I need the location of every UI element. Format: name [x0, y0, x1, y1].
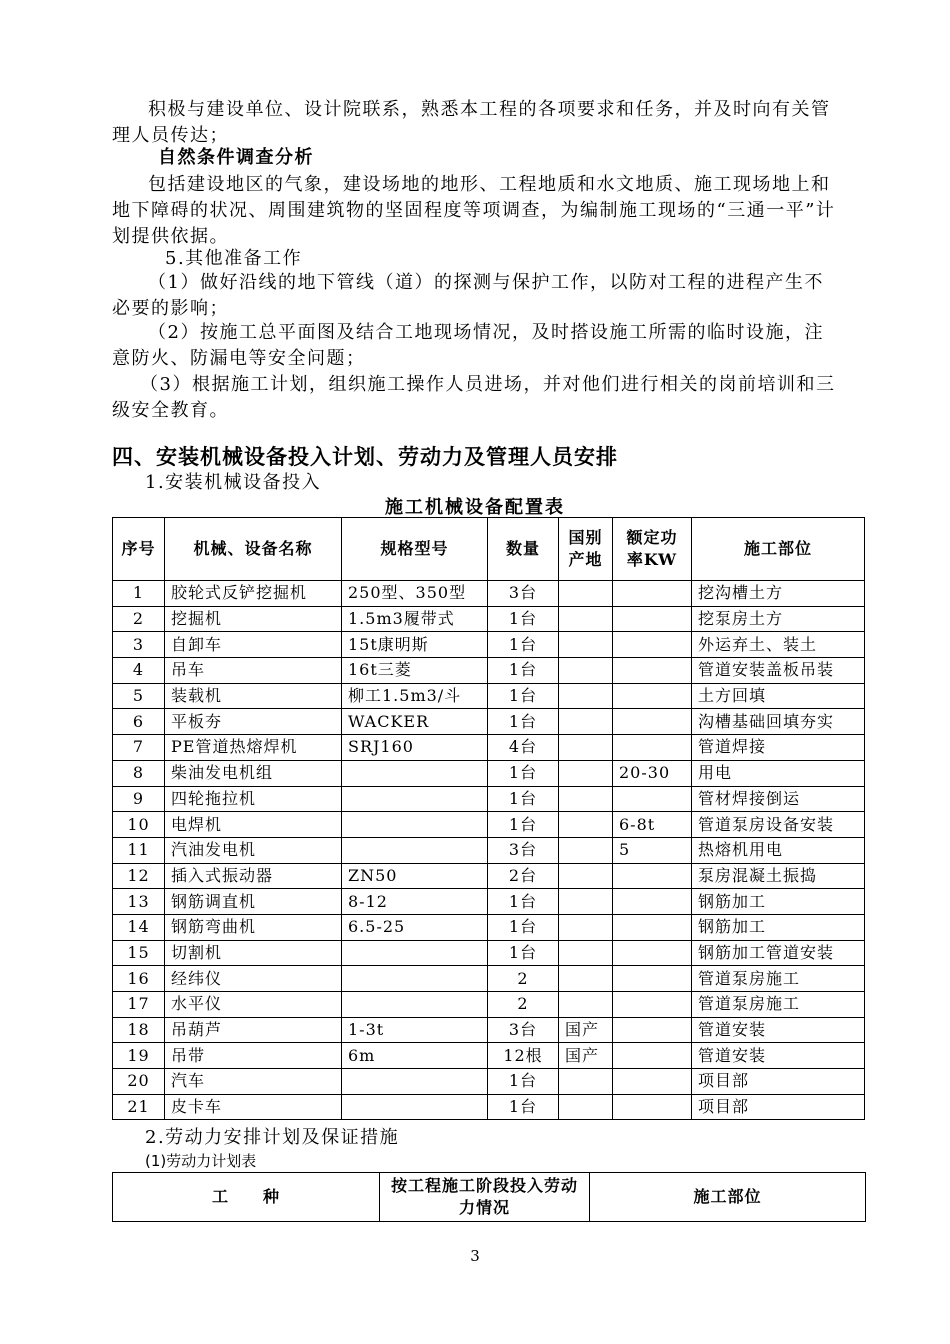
cell-location: 管道泵房施工: [692, 992, 865, 1018]
cell-no: 1: [113, 581, 165, 607]
cell-location: 土方回填: [692, 683, 865, 709]
cell-qty: 4台: [488, 735, 559, 761]
equipment-table: [112, 517, 865, 1120]
cell-location: 项目部: [692, 1069, 865, 1095]
cell-power: [613, 658, 692, 684]
cell-origin: [559, 889, 613, 915]
cell-location: 钢筋加工: [692, 914, 865, 940]
cell-spec: [342, 786, 488, 812]
cell-no: 15: [113, 940, 165, 966]
table-row: [113, 786, 865, 812]
cell-no: 7: [113, 735, 165, 761]
cell-no: 20: [113, 1069, 165, 1095]
cell-qty: 1台: [488, 914, 559, 940]
cell-qty: 2: [488, 966, 559, 992]
cell-no: 9: [113, 786, 165, 812]
cell-location: 外运弃土、装土: [692, 632, 865, 658]
cell-spec: WACKER: [342, 709, 488, 735]
cell-location: 钢筋加工: [692, 889, 865, 915]
cell-no: 3: [113, 632, 165, 658]
cell-spec: 15t康明斯: [342, 632, 488, 658]
cell-name: 平板夯: [165, 709, 342, 735]
paragraph-survey: 包括建设地区的气象，建设场地的地形、工程地质和水文地质、施工现场地上和地下障碍的状况、周围建筑物的坚固程度等项调查，为编制施工现场的“三通一平”计划提供依据。: [112, 174, 836, 247]
item-other-prep: 5.其他准备工作: [165, 248, 303, 269]
cell-location: 泵房混凝土振捣: [692, 863, 865, 889]
table-header-row: [113, 518, 865, 581]
cell-qty: 1台: [488, 606, 559, 632]
cell-qty: 1台: [488, 709, 559, 735]
table-row: [113, 709, 865, 735]
cell-qty: 3台: [488, 837, 559, 863]
cell-qty: 1台: [488, 940, 559, 966]
table-row: [113, 863, 865, 889]
labor-table-title: (1)劳动力计划表: [145, 1152, 257, 1170]
cell-origin: [559, 940, 613, 966]
cell-origin: [559, 837, 613, 863]
cell-power: 5: [613, 837, 692, 863]
cell-name: 柴油发电机组: [165, 760, 342, 786]
cell-no: 18: [113, 1017, 165, 1043]
cell-no: 8: [113, 760, 165, 786]
cell-location: 挖泵房土方: [692, 606, 865, 632]
cell-qty: 1台: [488, 760, 559, 786]
cell-spec: [342, 837, 488, 863]
cell-no: 5: [113, 683, 165, 709]
table-row: [113, 940, 865, 966]
paragraph-contact: 积极与建设单位、设计院联系，熟悉本工程的各项要求和任务，并及时向有关管理人员传达；: [112, 99, 831, 146]
cell-power: [613, 863, 692, 889]
cell-power: [613, 735, 692, 761]
labor-header-trade: 工 种: [113, 1173, 380, 1222]
paragraph-item-1: （1）做好沿线的地下管线（道）的探测与保护工作，以防对工程的进程产生不必要的影响；: [112, 272, 824, 319]
cell-name: 钢筋弯曲机: [165, 914, 342, 940]
cell-name: 四轮拖拉机: [165, 786, 342, 812]
cell-spec: 1.5m3履带式: [342, 606, 488, 632]
subsection-equipment: 1.安装机械设备投入: [145, 472, 322, 493]
cell-name: 吊车: [165, 658, 342, 684]
cell-qty: 1台: [488, 1069, 559, 1095]
cell-origin: [559, 735, 613, 761]
cell-power: [613, 966, 692, 992]
cell-power: 6-8t: [613, 812, 692, 838]
paragraph-item-3: （3）根据施工计划，组织施工操作人员进场，并对他们进行相关的岗前培训和三级安全教育。: [112, 374, 836, 421]
cell-spec: 8-12: [342, 889, 488, 915]
cell-power: [613, 1043, 692, 1069]
table-row: [113, 735, 865, 761]
cell-no: 17: [113, 992, 165, 1018]
page-number: 3: [470, 1247, 480, 1265]
cell-power: [613, 1069, 692, 1095]
cell-name: 皮卡车: [165, 1094, 342, 1120]
cell-spec: [342, 940, 488, 966]
cell-origin: [559, 914, 613, 940]
cell-location: 管道安装: [692, 1043, 865, 1069]
cell-name: 装载机: [165, 683, 342, 709]
cell-qty: 1台: [488, 1094, 559, 1120]
cell-origin: [559, 760, 613, 786]
cell-name: 钢筋调直机: [165, 889, 342, 915]
cell-origin: 国产: [559, 1043, 613, 1069]
cell-qty: 3台: [488, 1017, 559, 1043]
cell-location: 用电: [692, 760, 865, 786]
cell-origin: [559, 683, 613, 709]
cell-spec: [342, 1069, 488, 1095]
header-qty: 数量: [488, 518, 559, 581]
table-caption: 施工机械设备配置表: [385, 497, 565, 518]
cell-origin: [559, 709, 613, 735]
cell-qty: 1台: [488, 889, 559, 915]
cell-no: 14: [113, 914, 165, 940]
cell-name: 自卸车: [165, 632, 342, 658]
table-row: [113, 1017, 865, 1043]
cell-spec: 6m: [342, 1043, 488, 1069]
header-spec: 规格型号: [342, 518, 488, 581]
cell-name: 吊葫芦: [165, 1017, 342, 1043]
cell-name: 经纬仪: [165, 966, 342, 992]
cell-no: 13: [113, 889, 165, 915]
cell-power: [613, 914, 692, 940]
table-row: [113, 760, 865, 786]
cell-origin: [559, 992, 613, 1018]
cell-name: PE管道热熔焊机: [165, 735, 342, 761]
cell-spec: 16t三菱: [342, 658, 488, 684]
header-location: 施工部位: [692, 518, 865, 581]
cell-location: 管道安装盖板吊装: [692, 658, 865, 684]
cell-power: [613, 889, 692, 915]
cell-origin: [559, 1094, 613, 1120]
cell-origin: [559, 786, 613, 812]
cell-name: 胶轮式反铲挖掘机: [165, 581, 342, 607]
cell-origin: 国产: [559, 1017, 613, 1043]
cell-location: 管材焊接倒运: [692, 786, 865, 812]
cell-name: 插入式振动器: [165, 863, 342, 889]
labor-header-input: 按工程施工阶段投入劳动力情况: [380, 1173, 590, 1222]
table-row: [113, 606, 865, 632]
cell-origin: [559, 812, 613, 838]
cell-name: 吊带: [165, 1043, 342, 1069]
cell-location: 管道泵房施工: [692, 966, 865, 992]
cell-spec: 6.5-25: [342, 914, 488, 940]
cell-no: 21: [113, 1094, 165, 1120]
cell-origin: [559, 863, 613, 889]
header-no: 序号: [113, 518, 165, 581]
cell-name: 汽油发电机: [165, 837, 342, 863]
cell-location: 管道泵房设备安装: [692, 812, 865, 838]
cell-power: [613, 581, 692, 607]
subsection-labor: 2.劳动力安排计划及保证措施: [145, 1127, 400, 1148]
cell-origin: [559, 606, 613, 632]
cell-name: 水平仪: [165, 992, 342, 1018]
cell-origin: [559, 1069, 613, 1095]
table-row: [113, 889, 865, 915]
subheading-natural-conditions: 自然条件调查分析: [158, 147, 314, 168]
table-row: [113, 632, 865, 658]
cell-power: [613, 786, 692, 812]
cell-spec: 柳工1.5m3/斗: [342, 683, 488, 709]
cell-no: 2: [113, 606, 165, 632]
cell-location: 项目部: [692, 1094, 865, 1120]
cell-power: [613, 992, 692, 1018]
cell-spec: [342, 812, 488, 838]
cell-spec: [342, 1094, 488, 1120]
table-row: [113, 1069, 865, 1095]
table-row: [113, 992, 865, 1018]
cell-name: 电焊机: [165, 812, 342, 838]
cell-name: 汽车: [165, 1069, 342, 1095]
header-power: 额定功率KW: [613, 518, 692, 581]
header-origin: 国别产地: [559, 518, 613, 581]
cell-spec: [342, 966, 488, 992]
cell-no: 6: [113, 709, 165, 735]
labor-table: [112, 1172, 866, 1222]
table-row: [113, 837, 865, 863]
cell-origin: [559, 632, 613, 658]
cell-name: 挖掘机: [165, 606, 342, 632]
cell-spec: [342, 760, 488, 786]
cell-qty: 1台: [488, 632, 559, 658]
cell-qty: 12根: [488, 1043, 559, 1069]
table-row: [113, 1043, 865, 1069]
cell-no: 11: [113, 837, 165, 863]
cell-no: 12: [113, 863, 165, 889]
cell-origin: [559, 966, 613, 992]
cell-qty: 2: [488, 992, 559, 1018]
cell-power: [613, 606, 692, 632]
cell-power: [613, 1017, 692, 1043]
cell-location: 热熔机用电: [692, 837, 865, 863]
cell-qty: 1台: [488, 683, 559, 709]
cell-location: 管道安装: [692, 1017, 865, 1043]
cell-spec: SRJ160: [342, 735, 488, 761]
table-row: [113, 683, 865, 709]
cell-power: [613, 1094, 692, 1120]
cell-power: [613, 940, 692, 966]
table-row: [113, 658, 865, 684]
table-row: [113, 1094, 865, 1120]
cell-origin: [559, 658, 613, 684]
cell-spec: [342, 992, 488, 1018]
cell-spec: ZN50: [342, 863, 488, 889]
table-row: [113, 914, 865, 940]
cell-no: 19: [113, 1043, 165, 1069]
cell-power: 20-30: [613, 760, 692, 786]
section-heading: 四、安装机械设备投入计划、劳动力及管理人员安排: [112, 445, 618, 469]
cell-no: 10: [113, 812, 165, 838]
cell-qty: 1台: [488, 812, 559, 838]
table-row: [113, 966, 865, 992]
table-row: [113, 812, 865, 838]
cell-location: 沟槽基础回填夯实: [692, 709, 865, 735]
labor-header-row: [113, 1173, 866, 1222]
cell-origin: [559, 581, 613, 607]
cell-no: 16: [113, 966, 165, 992]
cell-power: [613, 632, 692, 658]
table-row: [113, 581, 865, 607]
cell-location: 挖沟槽土方: [692, 581, 865, 607]
cell-no: 4: [113, 658, 165, 684]
cell-name: 切割机: [165, 940, 342, 966]
cell-power: [613, 709, 692, 735]
cell-location: 管道焊接: [692, 735, 865, 761]
cell-qty: 1台: [488, 786, 559, 812]
cell-spec: 250型、350型: [342, 581, 488, 607]
cell-qty: 2台: [488, 863, 559, 889]
labor-header-location: 施工部位: [590, 1173, 866, 1222]
header-name: 机械、设备名称: [165, 518, 342, 581]
cell-location: 钢筋加工管道安装: [692, 940, 865, 966]
paragraph-item-2: （2）按施工总平面图及结合工地现场情况，及时搭设施工所需的临时设施，注意防火、防漏电等安全问题；: [112, 322, 824, 369]
cell-power: [613, 683, 692, 709]
cell-qty: 1台: [488, 658, 559, 684]
cell-spec: 1-3t: [342, 1017, 488, 1043]
cell-qty: 3台: [488, 581, 559, 607]
